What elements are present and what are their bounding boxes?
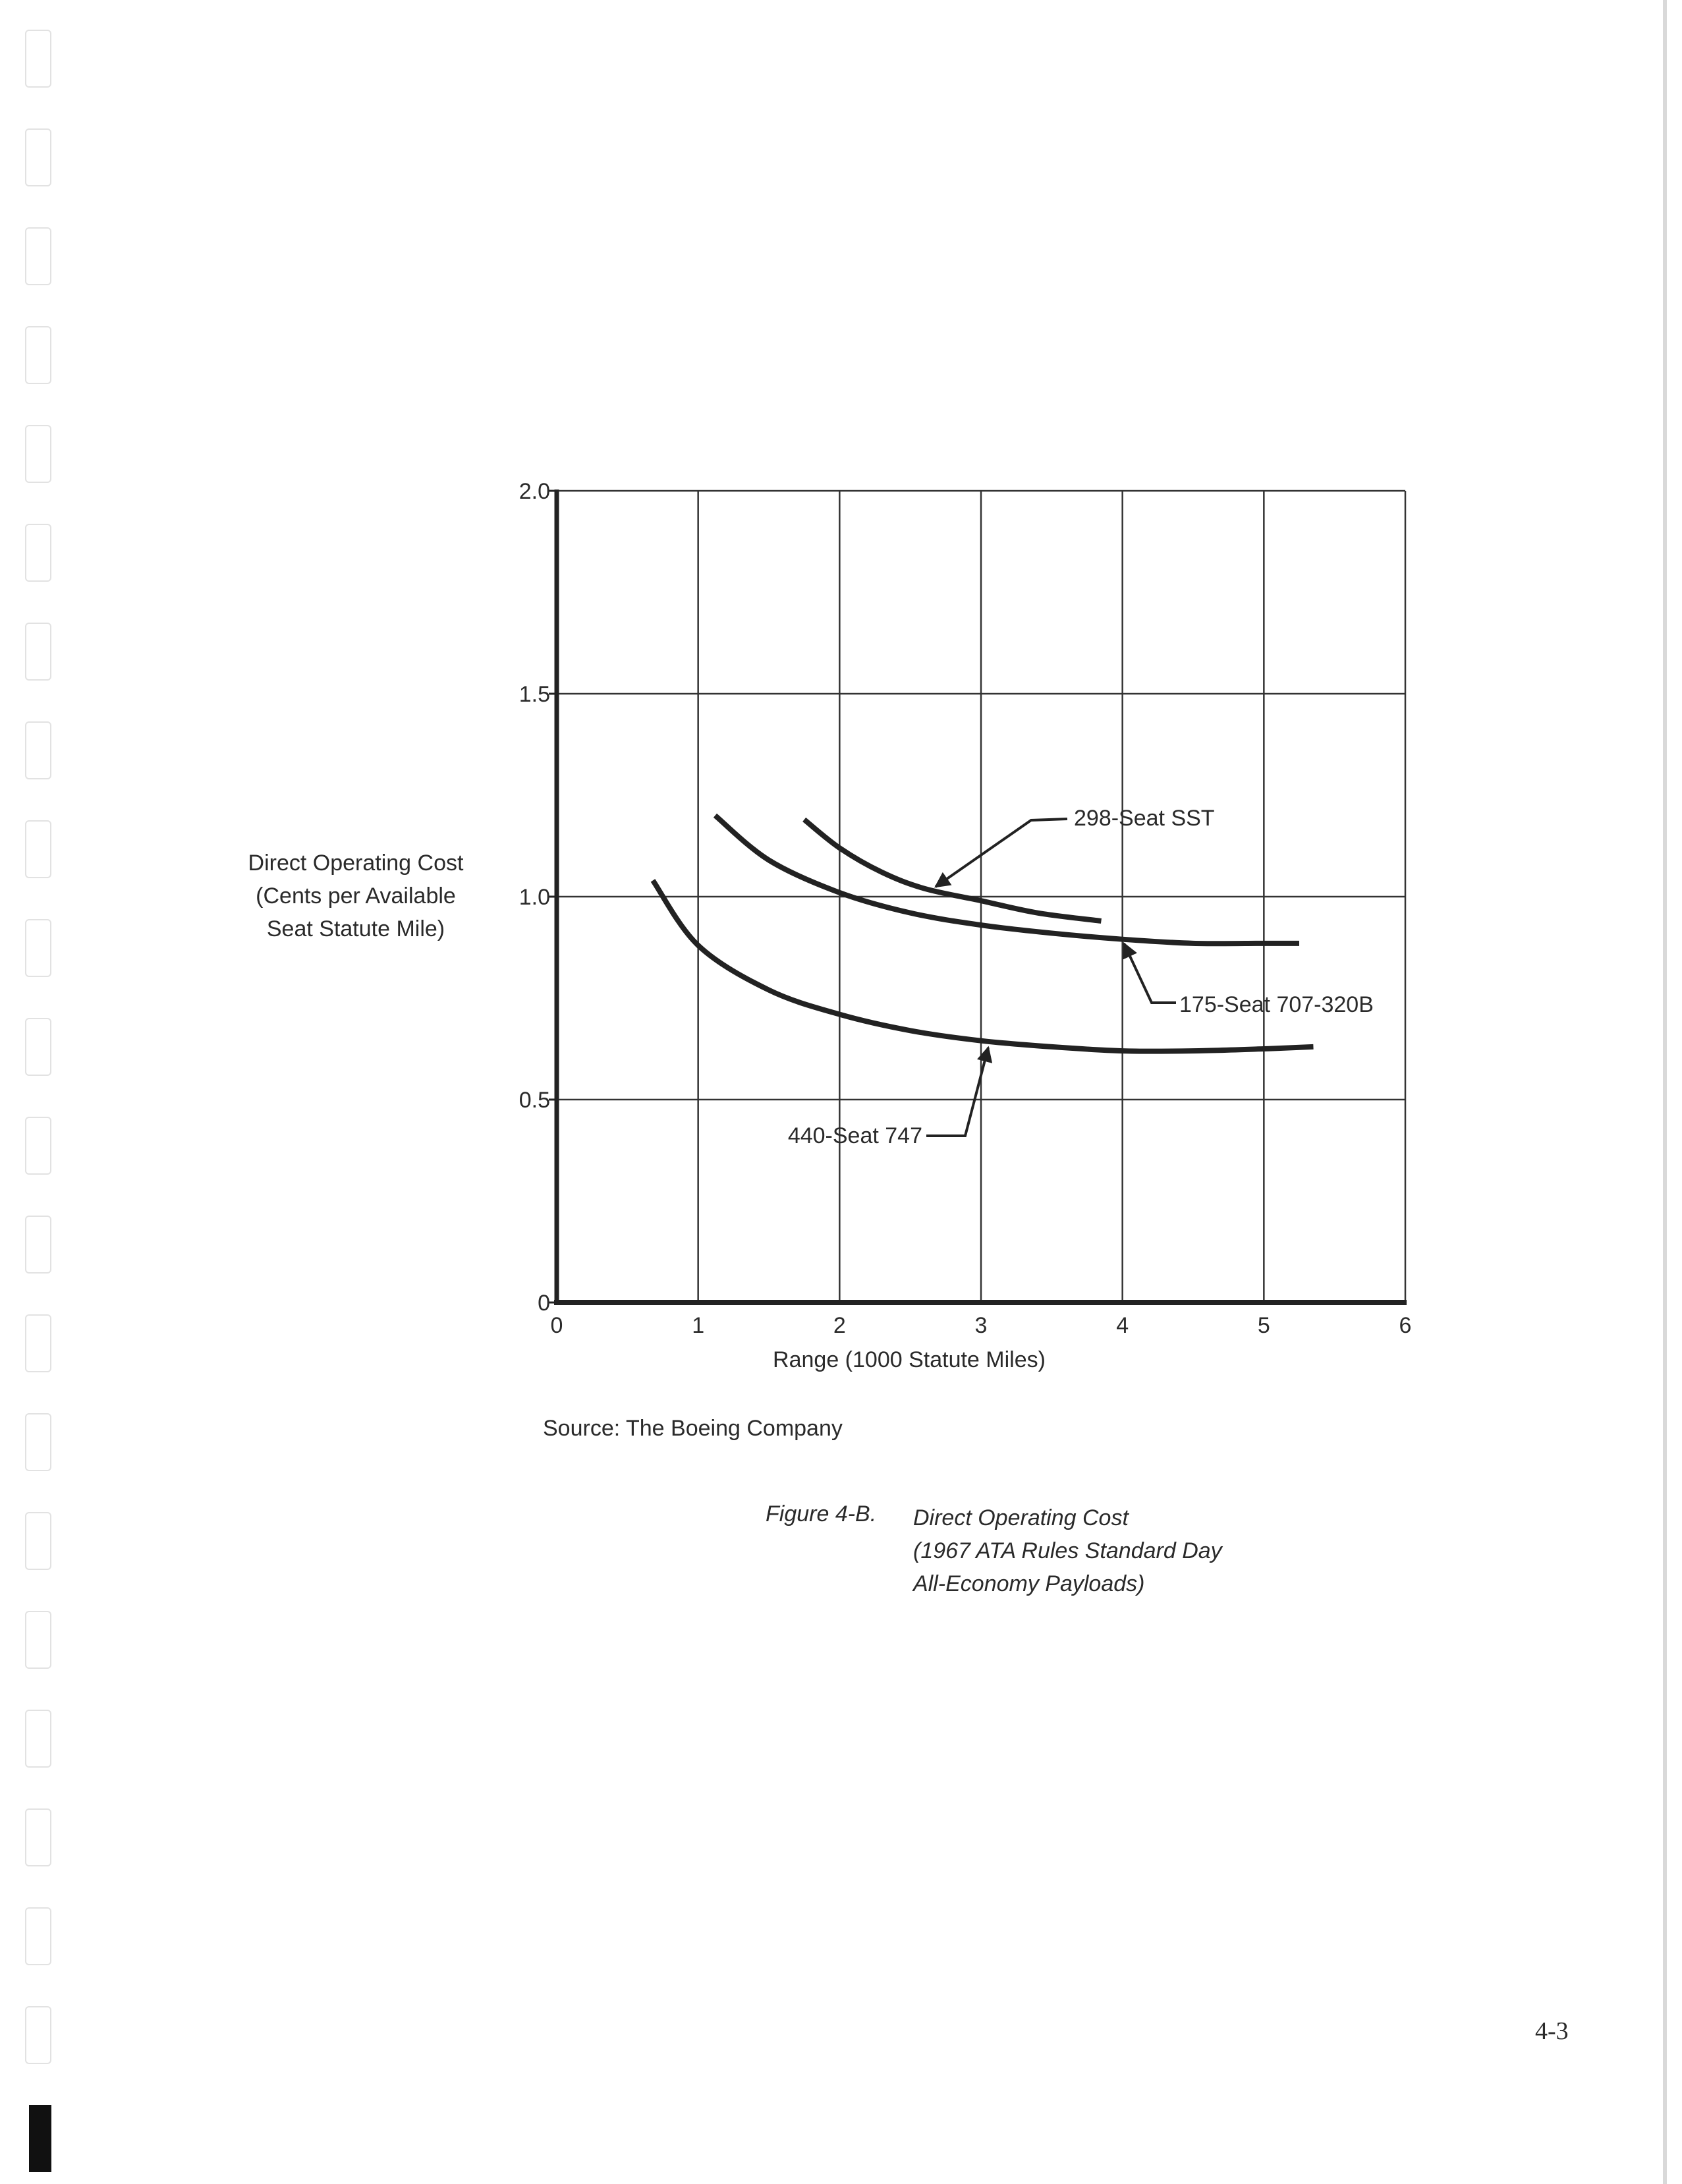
page-number: 4-3 [1535,2017,1569,2045]
x-tick-label: 5 [1257,1313,1270,1338]
x-tick-label: 4 [1116,1313,1129,1338]
x-tick-label: 3 [974,1313,988,1338]
grid-lines [557,491,1405,1302]
series-label-440-seat-747: 440-Seat 747 [787,1123,922,1148]
x-tick-label: 0 [550,1313,563,1338]
source-note: Source: The Boeing Company [543,1416,843,1441]
annotations [788,806,1374,1148]
figure-label: Figure 4-B. [766,1501,877,1526]
tick-labels [519,479,1412,1338]
y-axis-title-line: (Cents per Available [256,883,456,909]
figure-caption-line: All-Economy Payloads) [913,1571,1145,1596]
figure-caption-line: Direct Operating Cost [913,1505,1129,1530]
figure-caption-line: (1967 ATA Rules Standard Day [913,1538,1222,1563]
x-tick-label: 2 [833,1313,846,1338]
y-axis-title [217,847,494,945]
series-line-440-seat-747 [653,880,1313,1051]
leader-arrow-440-seat-747 [926,1048,988,1136]
y-axis-title-line: Direct Operating Cost [248,851,464,876]
series-line-175-seat-707-320b [715,816,1299,943]
y-tick-label: 2.0 [519,479,550,504]
leader-arrow-175-seat-707-320b [1124,943,1176,1003]
x-tick-label: 6 [1399,1313,1412,1338]
series-label-298-seat-sst: 298-Seat SST [1074,806,1215,831]
series-line-298-seat-sst [804,820,1102,921]
y-axis-title-line: Seat Statute Mile) [266,916,445,941]
y-tick-label: 0.5 [519,1088,550,1113]
series-label-175-seat-707-320b: 175-Seat 707-320B [1179,992,1374,1017]
leader-arrow-298-seat-sst [936,819,1067,887]
x-tick-label: 1 [692,1313,705,1338]
y-tick-label: 1.5 [519,682,550,707]
y-tick-label: 1.0 [519,885,550,910]
y-tick-label: 0 [538,1291,550,1316]
x-axis-title: Range (1000 Statute Miles) [773,1347,1046,1372]
figure-caption [913,1501,1222,1600]
